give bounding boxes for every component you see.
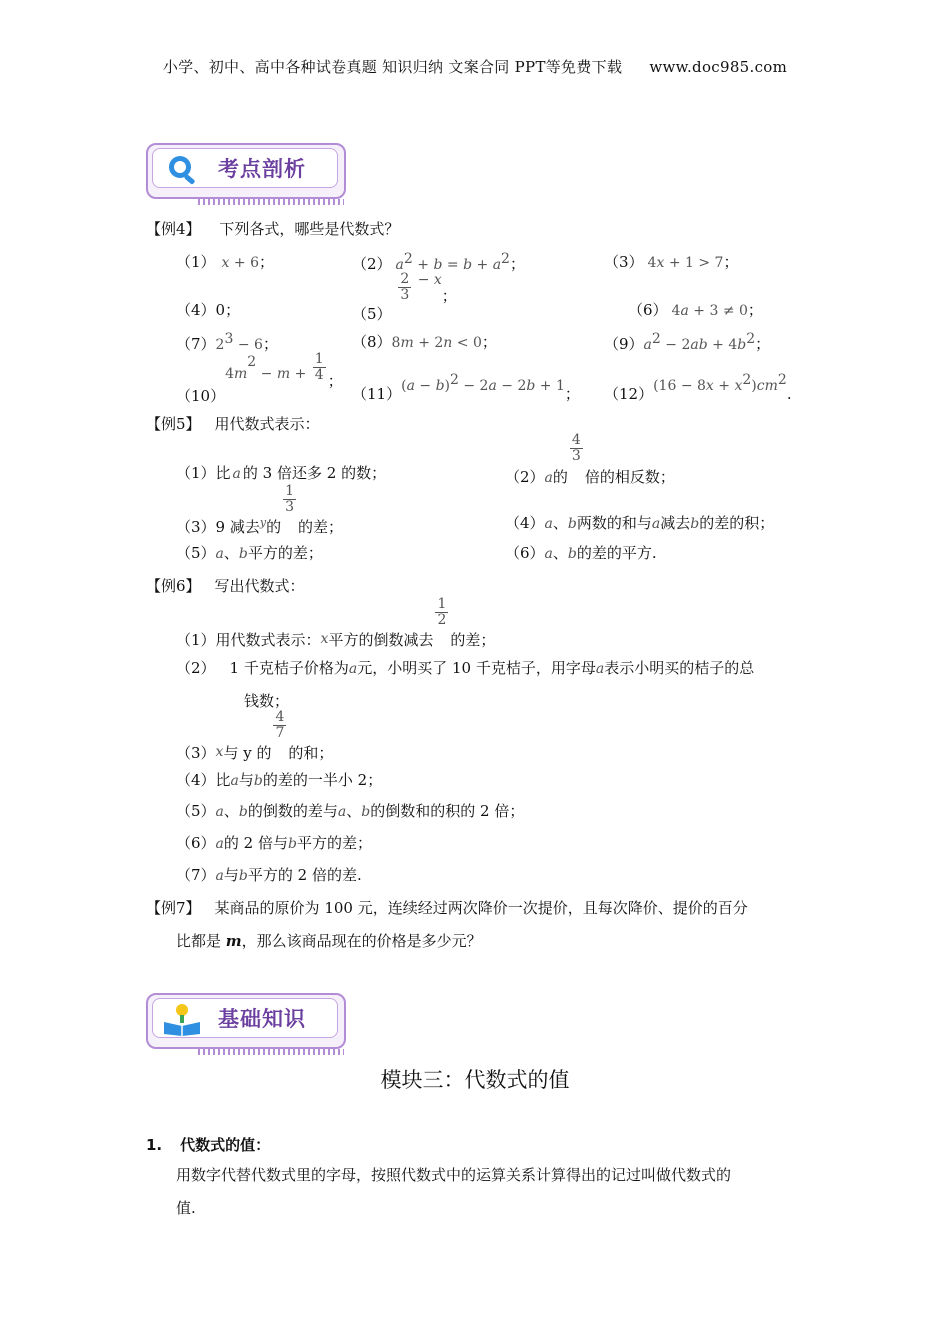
- ex6-item-6: （6）a的 2 倍与b平方的差；: [176, 834, 372, 852]
- ex6-item-5: （5）a、b的倒数的差与a、b的倒数和的积的 2 倍；: [176, 802, 525, 820]
- ex4-header: [146, 218, 399, 239]
- ex5-item-4: （4）a、b两数的和与a减去b的差的积；: [505, 514, 775, 532]
- ex4-item-1: （1） x + 6；: [176, 253, 275, 271]
- ex5-item-5: （5）a、b平方的差；: [176, 544, 323, 562]
- module-title: 模块三：代数式的值: [380, 1068, 570, 1092]
- ex4-item-5: （5） $\frac{2}{3}$ − x；: [352, 271, 457, 323]
- search-icon: [160, 152, 204, 186]
- section-1-text-2: 值.: [176, 1199, 196, 1217]
- ex4-item-8: （8）8m + 2n < 0；: [352, 333, 497, 351]
- ex4-item-3: （3） 4x + 1 > 7；: [604, 253, 739, 271]
- section-badge-kaodian: [146, 143, 346, 205]
- ex5-item-6: （6）a、b的差的平方.: [505, 544, 657, 562]
- section-1-text-1: 用数字代替代数式里的字母，按照代数式中的运算关系计算得出的记过叫做代数式的: [176, 1166, 732, 1184]
- ex7-line2: 比都是 m，那么该商品现在的价格是多少元？: [176, 932, 482, 950]
- header-text: 小学、初中、高中各种试卷真题 知识归纳 文案合同 PPT等免费下载: [162, 58, 623, 76]
- ex4-item-4: （4）0；: [176, 301, 241, 319]
- ex4-item-2: （2） $a^2 + b = b + a^2$；: [352, 251, 525, 273]
- ex7-line1: 【例7】 某商品的原价为 100 元，连续经过两次降价一次提价，且每次降价、提价的百分: [146, 899, 748, 917]
- ex6-item-7: （7）a与b平方的 2 倍的差.: [176, 866, 362, 884]
- header-url[interactable]: www.doc985.com: [649, 58, 788, 76]
- ex6-header: 【例6】 写出代数式：: [146, 577, 305, 595]
- ex4-item-7: $(7)2^3 - 6$；: [176, 331, 278, 353]
- ex4-item-9: $(9)a^2 - 2ab + 4b^2$；: [604, 331, 771, 353]
- ex5-item-2: （2）a的 $\frac{4}{3}$ 倍的相反数；: [505, 432, 675, 486]
- ex5-header: 【例5】 用代数式表示：: [146, 415, 320, 433]
- ex4-label: 【例4】: [146, 220, 201, 238]
- ex4-item-10: $(10)4m^2 - m$ + $\frac{1}{4}$ ；: [176, 351, 343, 405]
- badge-title: 考点剖析: [218, 157, 306, 181]
- ex6-item-2: （2） 1 千克桔子价格为a元，小明买了 10 千克桔子，用字母a表示小明买的桔子的总: [176, 659, 755, 677]
- ex4-item-11: $(11)(a - b)^2 - 2a - 2b + 1$；: [352, 372, 580, 403]
- ex4-item-12: $(12)(16 - 8x + x^2)cm^2$.: [604, 372, 792, 403]
- page-header: [0, 56, 950, 77]
- ex6-item-1: （1）用代数式表示：x平方的倒数减去 $\frac{1}{2}$ 的差；: [176, 596, 496, 649]
- ex5-item-1: （1）比 a 的 3 倍还多 2 的数；: [176, 464, 387, 482]
- ex6-item-4: （4）比a与b的差的一半小 2；: [176, 771, 383, 789]
- ex4-item-6: （6） 4a + 3 ≠ 0；: [628, 301, 763, 319]
- ex6-item-2-cont: 钱数；: [244, 692, 290, 710]
- badge-title: 基础知识: [218, 1007, 306, 1031]
- ex6-item-3: （3）x与 y 的 $\frac{4}{7}$ 的和；: [176, 709, 334, 762]
- ex4-prompt: 下列各式，哪些是代数式？: [219, 220, 400, 238]
- lightbulb-book-icon: [160, 1002, 204, 1036]
- section-1-heading: 1. 代数式的值：: [146, 1136, 271, 1154]
- section-badge-jichu: [146, 993, 346, 1055]
- ex5-item-3: （3）9 减去$_y$的 $\frac{1}{3}$ 的差；: [176, 483, 344, 536]
